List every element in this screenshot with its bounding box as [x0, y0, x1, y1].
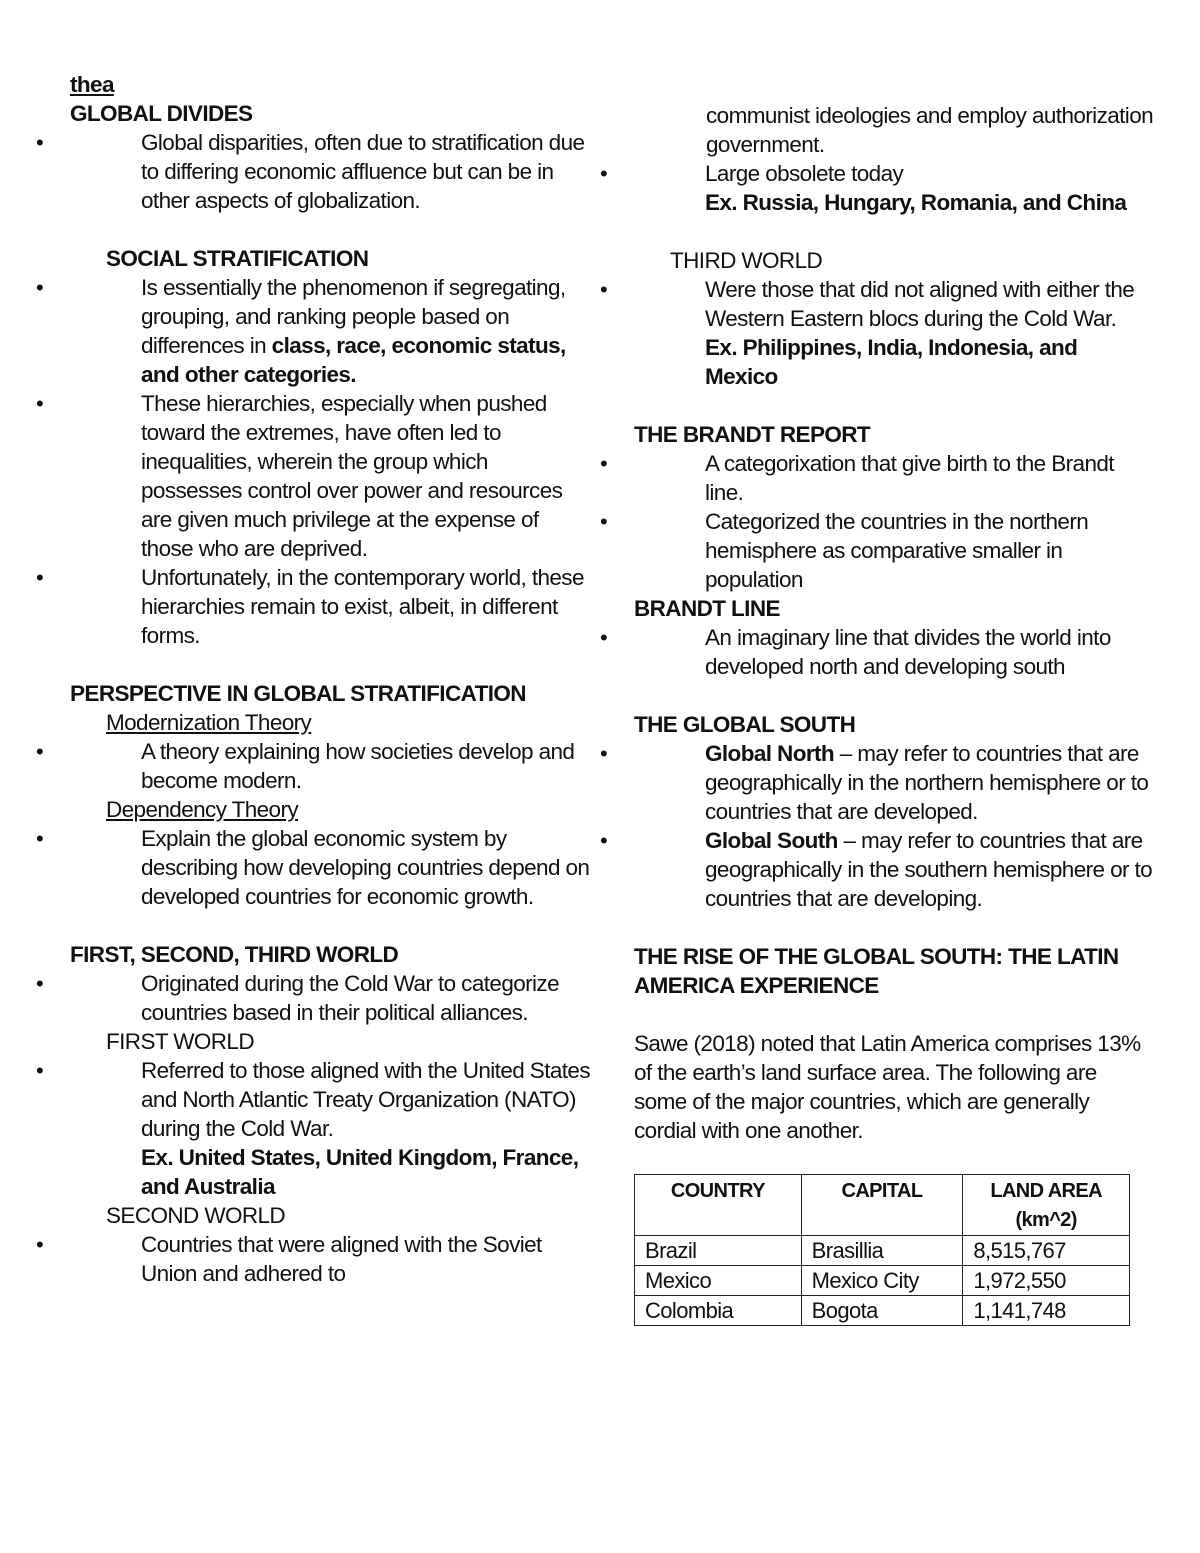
- heading-brandt-line: BRANDT LINE: [634, 596, 780, 621]
- table-cell: 1,972,550: [963, 1266, 1130, 1296]
- bullet-text: Is essentially the phenomenon if segregating, grouping, and ranking people based on differences in: [141, 275, 566, 358]
- heading-global-south: THE GLOBAL SOUTH: [634, 712, 856, 737]
- bullet-first-world: [70, 1056, 590, 1201]
- table-header-country: COUNTRY: [635, 1175, 802, 1236]
- bullet-brandt-line: • An imaginary line that divides the world into developed north and developing south: [634, 623, 1154, 681]
- subheading-dependency-theory: Dependency Theory: [106, 797, 299, 822]
- latin-america-table: [634, 1174, 1130, 1326]
- heading-global-divides: GLOBAL DIVIDES: [70, 101, 253, 126]
- table-row: [635, 1236, 1130, 1266]
- global-south-label: Global South: [705, 828, 838, 853]
- heading-perspective: PERSPECTIVE IN GLOBAL STRATIFICATION: [70, 681, 526, 706]
- table-header-capital: CAPITAL: [801, 1175, 963, 1236]
- bullet-hierarchies: • These hierarchies, especially when pushed toward the extremes, have often led to inequalities, wherein the group which possesses control over power and resources are given much privilege at the expense of those who are deprived.: [70, 389, 590, 563]
- table-cell: 1,141,748: [963, 1296, 1130, 1326]
- bullet-contemporary: • Unfortunately, in the contemporary world, these hierarchies remain to exist, albeit, in different forms.: [70, 563, 590, 650]
- paragraph-latin-america: Sawe (2018) noted that Latin America comprises 13% of the earth’s land surface area. The following are some of the major countries, which are generally cordial with one another.: [634, 1031, 1141, 1143]
- first-world-examples: Ex. United States, United Kingdom, France, and Australia: [141, 1145, 579, 1199]
- subheading-second-world: SECOND WORLD: [106, 1203, 286, 1228]
- global-north-text: – may refer to countries that are geographically in the northern hemisphere or to countries that are developed.: [705, 741, 1149, 824]
- bullet-third-world: [634, 275, 1154, 391]
- subheading-first-world: FIRST WORLD: [106, 1029, 254, 1054]
- bullet-second-world: • Countries that were aligned with the Soviet Union and adhered to: [70, 1230, 590, 1288]
- global-south-text: – may refer to countries that are geographically in the southern hemisphere or to countries that are developing.: [705, 828, 1153, 911]
- bullet-global-south: [634, 826, 1154, 913]
- table-cell: Mexico City: [801, 1266, 963, 1296]
- global-north-label: Global North: [705, 741, 835, 766]
- second-world-examples: Ex. Russia, Hungary, Romania, and China: [705, 190, 1127, 215]
- heading-brandt-report: THE BRANDT REPORT: [634, 422, 871, 447]
- bullet-bold-text: class, race, economic status, and other categories.: [141, 333, 566, 387]
- third-world-examples: Ex. Philippines, India, Indonesia, and Mexico: [705, 335, 1078, 389]
- owner-name: thea: [70, 72, 114, 97]
- heading-rise-global-south: THE RISE OF THE GLOBAL SOUTH: THE LATIN AMERICA EXPERIENCE: [634, 944, 1119, 998]
- table-cell: Mexico: [635, 1266, 802, 1296]
- table-header-row: [635, 1175, 1130, 1236]
- second-world-continuation: communist ideologies and employ authorization government.: [706, 103, 1154, 157]
- left-column: [70, 70, 590, 1288]
- bullet-social-strat-definition: [70, 273, 590, 389]
- right-column: [634, 101, 1154, 1326]
- table-cell: Bogota: [801, 1296, 963, 1326]
- heading-worlds: FIRST, SECOND, THIRD WORLD: [70, 942, 399, 967]
- bullet-second-world-obsolete: [634, 159, 1154, 217]
- bullet-global-disparities: • Global disparities, often due to stratification due to differing economic affluence but can be in other aspects of globalization.: [70, 128, 590, 215]
- bullet-global-north: [634, 739, 1154, 826]
- table-cell: Colombia: [635, 1296, 802, 1326]
- table-cell: Brazil: [635, 1236, 802, 1266]
- bullet-brandt-categorization: • A categorixation that give birth to the Brandt line.: [634, 449, 1154, 507]
- table-cell: 8,515,767: [963, 1236, 1130, 1266]
- table-header-land-area: LAND AREA (km^2): [963, 1175, 1130, 1236]
- table-row: [635, 1266, 1130, 1296]
- subheading-modernization-theory: Modernization Theory: [106, 710, 312, 735]
- subheading-third-world: THIRD WORLD: [670, 248, 823, 273]
- bullet-dependency: • Explain the global economic system by describing how developing countries depend on developed countries for economic growth.: [70, 824, 590, 911]
- bullet-text: Large obsolete today: [705, 161, 904, 186]
- bullet-worlds-origin: • Originated during the Cold War to categorize countries based in their political alliances.: [70, 969, 590, 1027]
- bullet-modernization: • A theory explaining how societies develop and become modern.: [70, 737, 590, 795]
- heading-social-stratification: SOCIAL STRATIFICATION: [106, 246, 369, 271]
- table-cell: Brasillia: [801, 1236, 963, 1266]
- bullet-text: Were those that did not aligned with either the Western Eastern blocs during the Cold War.: [705, 277, 1135, 331]
- bullet-brandt-northern: • Categorized the countries in the northern hemisphere as comparative smaller in population: [634, 507, 1154, 594]
- table-row: [635, 1296, 1130, 1326]
- bullet-text: Referred to those aligned with the United States and North Atlantic Treaty Organization (NATO) during the Cold War.: [141, 1058, 590, 1141]
